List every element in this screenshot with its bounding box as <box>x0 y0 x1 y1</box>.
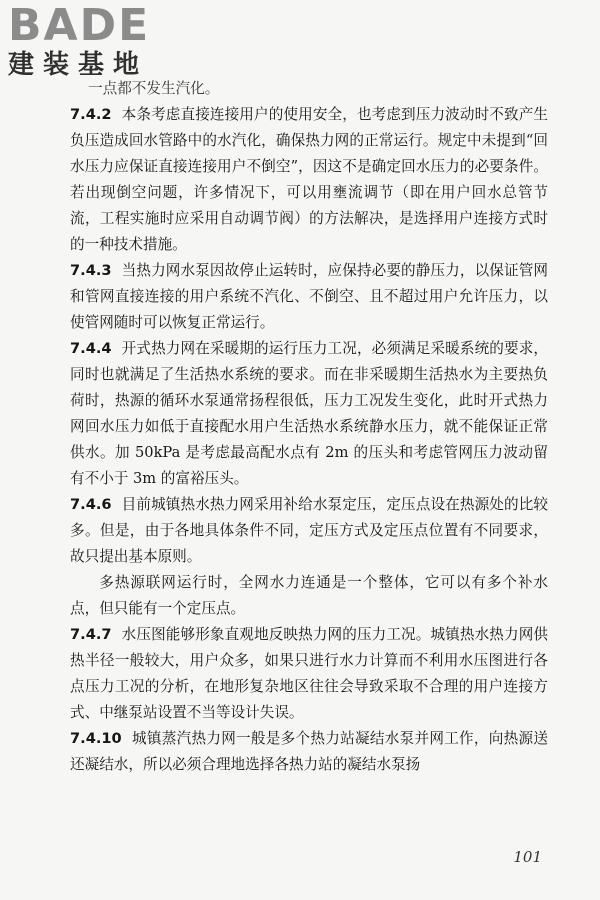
document-body <box>70 76 548 778</box>
clause-number: 7.4.10 <box>70 730 122 747</box>
clause-text: 当热力网水泵因故停止运转时，应保持必要的静压力，以保证管网和管网直接连接的用户系统不汽化、不倒空、且不超过用户允许压力，以使管网随时可以恢复正常运行。 <box>70 262 548 331</box>
continued-fragment: 一点都不发生汽化。 <box>88 80 220 97</box>
clause-text: 目前城镇热水热力网采用补给水泵定压，定压点设在热源处的比较多。但是，由于各地具体条件不同，定压方式及定压点位置有不同要求，故只提出基本原则。 <box>70 496 548 565</box>
logo-wordmark: BADE <box>8 0 151 51</box>
page-number: 101 <box>513 848 542 866</box>
clause-number: 7.4.4 <box>70 340 112 357</box>
clause-number: 7.4.2 <box>70 106 112 123</box>
clause-text: 本条考虑直接连接用户的使用安全，也考虑到压力波动时不致产生负压造成回水管路中的水汽化，确保热力网的正常运行。规定中未提到“回水压力应保证直接连接用户不倒空”，因这不是确定回水压力的必要条件。若出现倒空问题，许多情况下，可以用壅流调节（即在用户回水总管节流，工程实施时应采用自动调节阀）的方法解决，是选择用户连接方式时的一种技术措施。 <box>70 106 548 253</box>
logo-subtitle: 建装基地 <box>8 50 149 80</box>
clause-7-4-4 <box>70 336 548 492</box>
clause-7-4-10 <box>70 726 548 778</box>
clause-text: 水压图能够形象直观地反映热力网的压力工况。城镇热水热力网供热半径一般较大，用户众多，如果只进行水力计算而不利用水压图进行各点压力工况的分析，在地形复杂地区往往会导致采取不合理的用户连接方式、中继泵站设置不当等设计失误。 <box>70 626 548 721</box>
clause-7-4-3 <box>70 258 548 336</box>
clause-7-4-7 <box>70 622 548 726</box>
clause-text: 开式热力网在采暖期的运行压力工况，必须满足采暖系统的要求，同时也就满足了生活热水系统的要求。而在非采暖期生活热水为主要热负荷时，热源的循环水泵通常扬程很低，压力工况发生变化，此时开式热力网回水压力如低于直接配水用户生活热水系统静水压力，就不能保证正常供水。加 50kPa 是考虑最高配水点有 2m 的压头和考虑管网压力波动留有不小于 3m 的富裕压头。 <box>70 340 548 487</box>
clause-number: 7.4.3 <box>70 262 112 279</box>
clause-text: 城镇蒸汽热力网一般是多个热力站凝结水泵并网工作，向热源送还凝结水，所以必须合理地选择各热力站的凝结水泵扬 <box>70 730 548 773</box>
clause-7-4-6 <box>70 492 548 570</box>
bade-logo <box>8 2 178 80</box>
clause-7-4-2 <box>70 102 548 258</box>
clause-number: 7.4.6 <box>70 496 112 513</box>
clause-text: 多热源联网运行时，全网水力连通是一个整体，它可以有多个补水点，但只能有一个定压点。 <box>70 574 548 617</box>
clause-number: 7.4.7 <box>70 626 112 643</box>
clause-7-4-6-paragraph-2 <box>70 570 548 622</box>
